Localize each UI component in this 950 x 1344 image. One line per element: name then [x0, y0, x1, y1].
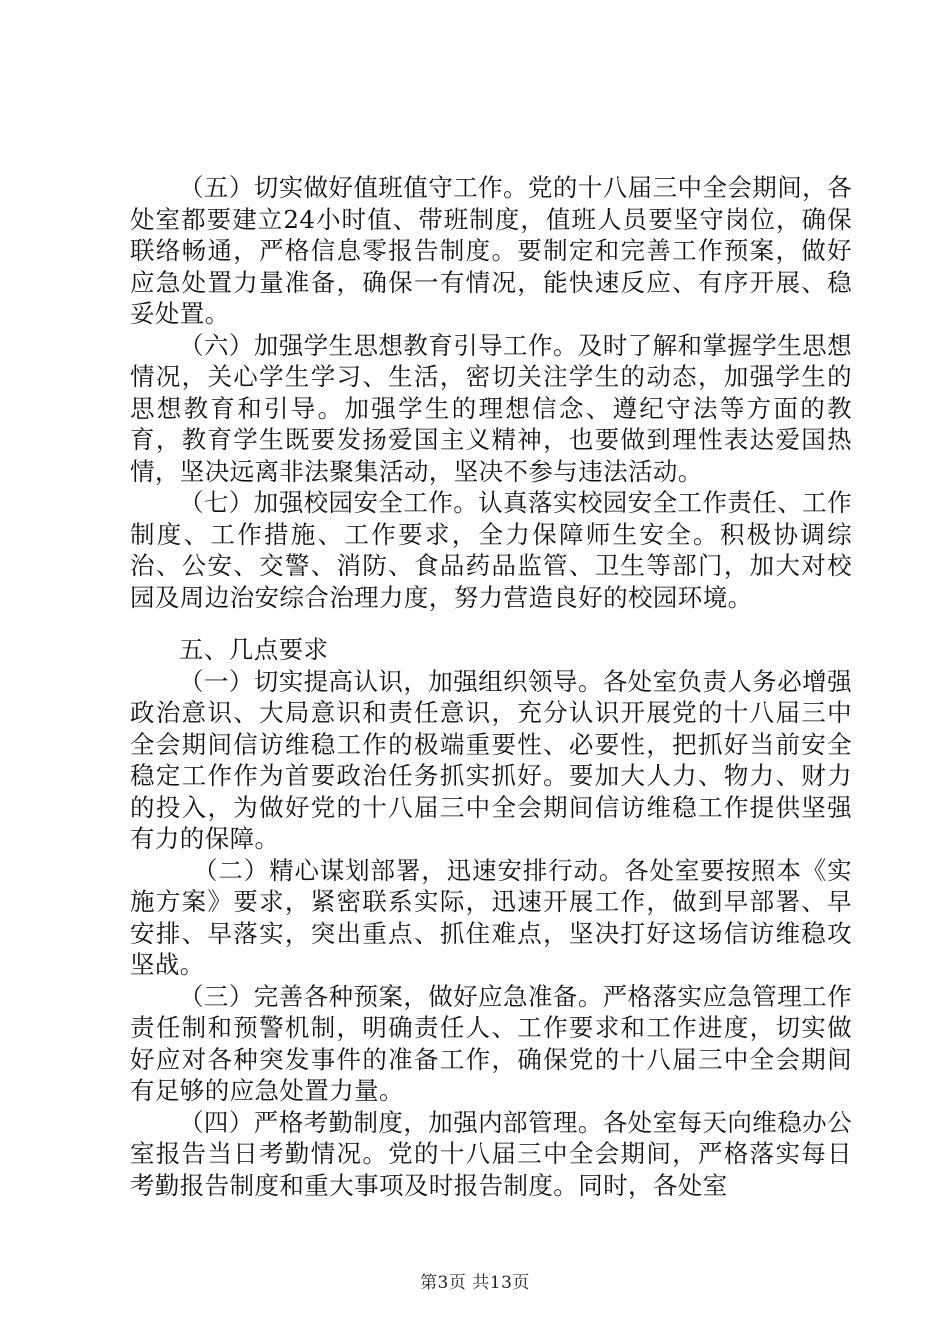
- paragraph-5-duty: （五）切实做好值班值守工作。党的十八届三中全会期间，各处室都要建立24小时值、带班制度，值班人员要坚守岗位，确保联络畅通，严格信息零报告制度。要制定和完善工作预案，做好应急处置力量准备，确保一有情况，能快速反应、有序开展、稳妥处置。: [130, 173, 852, 328]
- paragraph-req-2: （二）精心谋划部署，迅速安排行动。各处室要按照本《实施方案》要求，紧密联系实际，迅速开展工作，做到早部署、早安排、早落实，突出重点、抓住难点，坚决打好这场信访维稳攻坚战。: [130, 855, 852, 979]
- document-body: [130, 172, 852, 1201]
- page-number-footer: 第3页 共13页: [420, 1273, 530, 1293]
- paragraph-6-student-education: （六）加强学生思想教育引导工作。及时了解和掌握学生思想情况，关心学生学习、生活，密切关注学生的动态，加强学生的思想教育和引导。加强学生的理想信念、遵纪守法等方面的教育，教育学生既要发扬爱国主义精神，也要做到理性表达爱国热情，坚决远离非法聚集活动，坚决不参与违法活动。: [130, 330, 852, 486]
- paragraph-req-4: （四）严格考勤制度，加强内部管理。各处室每天向维稳办公室报告当日考勤情况。党的十八届三中全会期间，严格落实每日考勤报告制度和重大事项及时报告制度。同时，各处室: [130, 1107, 852, 1200]
- paragraph-req-3: （三）完善各种预案，做好应急准备。严格落实应急管理工作责任制和预警机制，明确责任人、工作要求和工作进度，切实做好应对各种突发事件的准备工作，确保党的十八届三中全会期间有足够的应急处置力量。: [130, 981, 852, 1105]
- section-heading-requirements: 五、几点要求: [179, 635, 329, 664]
- paragraph-req-1: （一）切实提高认识，加强组织领导。各处室负责人务必增强政治意识、大局意识和责任意识，充分认识开展党的十八届三中全会期间信访维稳工作的极端重要性、必要性，把抓好当前安全稳定工作作为首要政治任务抓实抓好。要加大人力、物力、财力的投入，为做好党的十八届三中全会期间信访维稳工作提供坚强有力的保障。: [130, 666, 852, 853]
- paragraph-7-campus-safety: （七）加强校园安全工作。认真落实校园安全工作责任、工作制度、工作措施、工作要求，全力保障师生安全。积极协调综治、公安、交警、消防、食品药品监管、卫生等部门，加大对校园及周边治安综合治理力度，努力营造良好的校园环境。: [130, 488, 852, 612]
